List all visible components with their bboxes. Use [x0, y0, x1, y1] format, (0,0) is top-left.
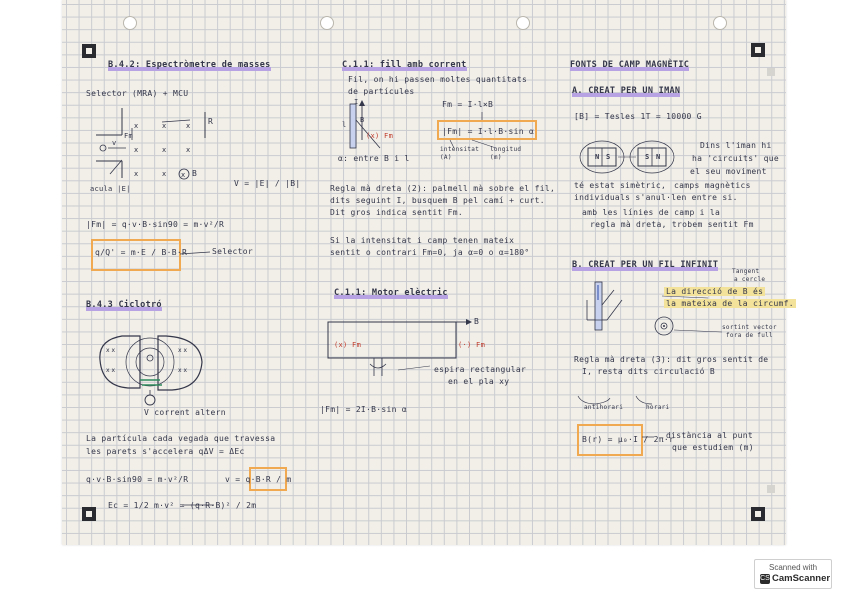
magnet-desc-4: té estat simètric,: [574, 181, 667, 190]
selector-note: Selector: [212, 247, 253, 256]
annotation-intensity: intensitat (A): [440, 146, 480, 161]
velocity-label: v: [112, 139, 117, 147]
equation-cyclotron: q·v·B·sin90 = m·v²/R: [86, 475, 189, 484]
vector-note-1: sortint vector: [722, 324, 777, 331]
distance-note-2: que estudiem (m): [672, 443, 754, 452]
espira-note-line2: en el pla xy: [448, 377, 510, 386]
length-label: l: [342, 121, 347, 129]
magnet-desc-2: ha 'circuits' que: [692, 154, 779, 163]
vector-note-2: fora de full: [726, 332, 773, 339]
wire-text-2: de partícules: [348, 87, 415, 96]
section-title-cyclotron: B.4.3 Ciclotró: [86, 300, 162, 310]
tangent-note-2: a cercle: [734, 276, 766, 283]
equation-motor-force: |Fm| = 2I·B·sin α: [320, 405, 407, 414]
magnet-pole-s2: S: [645, 153, 650, 161]
equation-kinetic-energy: Ec = 1/2 m·v² = (q·R·B)² / 2m: [108, 501, 257, 510]
distance-note-1: distància al punt: [666, 431, 753, 440]
motor-force-right: (·) Fm: [458, 341, 486, 349]
magnet-desc-6: individuals s'anul·len entre si.: [574, 193, 738, 202]
magnet-desc-8: regla mà dreta, trobem sentit Fm: [590, 220, 754, 229]
svg-text:x x: x x: [106, 367, 116, 374]
camscanner-watermark: [754, 559, 832, 589]
acula-label: acula |E|: [90, 185, 131, 193]
right-hand-rule-2-line1: Regla mà dreta (2): palmell mà sobre el fil,: [330, 184, 556, 193]
magnet-desc-3: el seu moviment: [690, 167, 767, 176]
alpha-definition: α: entre B i l: [338, 154, 410, 163]
equation-charge-mass: q/Q' = m·E / B·B·R: [95, 248, 188, 257]
direction-note-1: La direcció de B és: [666, 287, 764, 296]
horari-label: horari: [646, 404, 670, 411]
svg-text:x: x: [134, 122, 139, 130]
units-tesla: [B] = Tesles 1T = 10000 G: [574, 112, 702, 121]
svg-text:x x: x x: [178, 347, 188, 354]
wire-text-1: Fil, on hi passen moltes quantitats: [348, 75, 528, 84]
antihorari-label: antihorari: [584, 404, 624, 411]
section-title-wire-current: C.1.1: fill amb corrent: [342, 60, 467, 70]
magnet-desc-7: amb les línies de camp i la: [582, 208, 721, 217]
right-hand-rule-2-line2: dits seguint I, busquem B pel camí + curt.: [330, 196, 545, 205]
section-title-mass-spectrometer: B.4.2: Espectròmetre de masses: [108, 60, 271, 70]
current-label-wire: I: [354, 98, 359, 106]
magnet-pole-n1: N: [595, 153, 600, 161]
svg-text:x: x: [181, 171, 186, 179]
svg-text:x: x: [186, 122, 191, 130]
right-diagrams: [62, 0, 786, 545]
tangent-note-1: Tangent: [732, 268, 760, 275]
equation-velocity-result: v = q·B·R / m: [225, 475, 292, 484]
motor-field-label: B: [474, 317, 480, 326]
note-parallel-line1: Si la intensitat i camp tenen mateix: [330, 236, 515, 245]
svg-text:x: x: [186, 146, 191, 154]
motor-force-left: (x) Fm: [334, 341, 362, 349]
subtitle-magnet: A. CREAT PER UN IMAN: [572, 86, 681, 96]
annotation-length: longitud (m): [490, 146, 522, 161]
section-title-magnetic-sources: FONTS DE CAMP MAGNÈTIC: [570, 60, 690, 70]
magnet-pole-s1: S: [606, 153, 611, 161]
svg-text:x: x: [134, 146, 139, 154]
equation-force-vector: Fm = I·l×B: [442, 100, 494, 109]
right-hand-rule-3-line1: Regla mà dreta (3): dit gros sentit de: [574, 355, 769, 364]
force-label-left: Fm: [124, 132, 134, 140]
right-hand-rule-2-line3: Dit gros indica sentit Fm.: [330, 208, 464, 217]
field-label-left: B: [192, 169, 198, 178]
force-label-wire: (x) Fm: [366, 132, 394, 140]
radius-label: R: [208, 117, 214, 126]
camscanner-logo-icon: CS: [760, 575, 770, 582]
watermark-line2: CamScanner: [772, 573, 831, 584]
svg-text:x x: x x: [106, 347, 116, 354]
cyclotron-text-2: les parets s'accelera qΔV = ΔEc: [86, 447, 245, 456]
svg-text:x: x: [162, 122, 167, 130]
subtitle-infinite-wire: B. CREAT PER UN FIL INFINIT: [572, 260, 719, 270]
direction-note-2: la mateixa de la circumf.: [666, 299, 794, 308]
magnet-desc-5: camps magnètics: [674, 181, 751, 190]
equation-force: |Fm| = q·v·B·sin90 = m·v²/R: [86, 220, 225, 229]
watermark-line1: Scanned with: [768, 563, 818, 572]
selector-heading: Selector (MRA) + MCU: [86, 89, 189, 98]
equation-field-wire: B(r) = μ₀·I / 2π·r: [582, 435, 675, 444]
field-label-wire: B: [360, 116, 365, 124]
velocity-formula: V = |E| / |B|: [234, 179, 301, 188]
svg-text:x: x: [134, 170, 139, 178]
magnet-pole-n2: N: [656, 153, 661, 161]
svg-text:x: x: [162, 170, 167, 178]
espira-note-line1: espira rectangular: [434, 365, 527, 374]
section-title-electric-motor: C.1.1: Motor elèctric: [334, 288, 448, 298]
right-hand-rule-3-line2: I, resta dits circulació B: [582, 367, 716, 376]
equation-force-magnitude: |Fm| = I·l·B·sin α: [442, 127, 535, 136]
svg-text:x: x: [162, 146, 167, 154]
notebook-page: [62, 0, 794, 545]
cyclotron-text-1: La partícula cada vegada que travessa: [86, 434, 276, 443]
svg-text:x x: x x: [178, 367, 188, 374]
note-parallel-line2: sentit o contrari Fm=0, ja α=0 o α=180°: [330, 248, 530, 257]
alternating-current-label: V corrent altern: [144, 408, 226, 417]
magnet-desc-1: Dins l'iman hi: [700, 141, 772, 150]
